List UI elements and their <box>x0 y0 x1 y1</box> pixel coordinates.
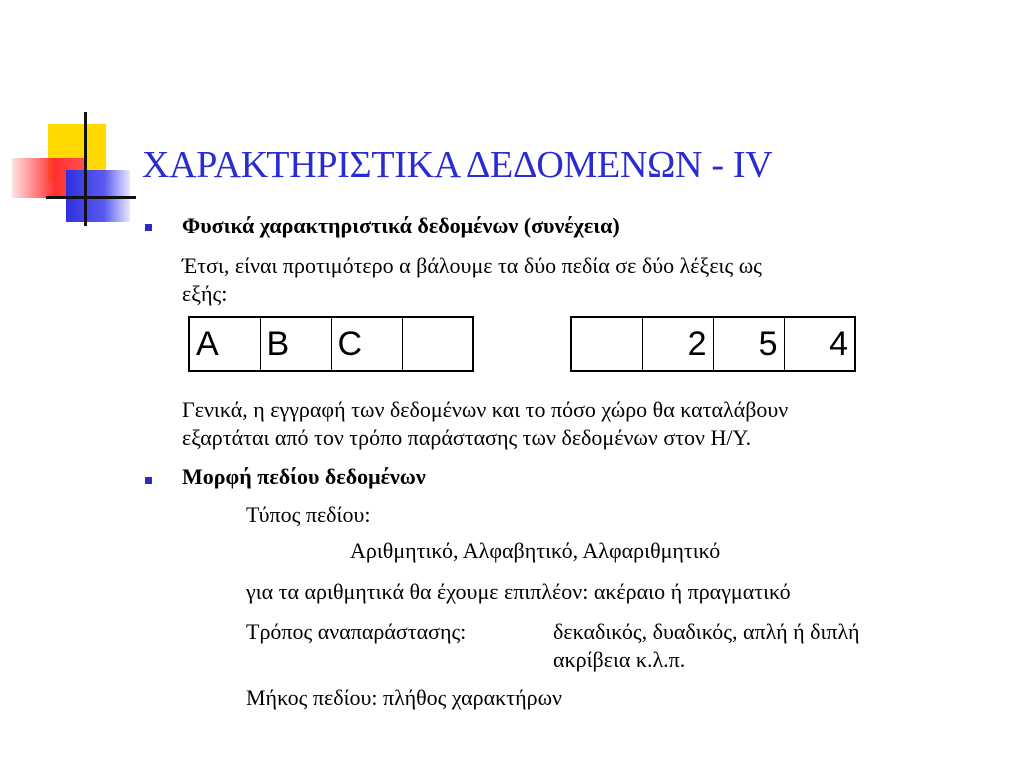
field-cell: 4 <box>784 317 855 371</box>
logo-decoration <box>0 0 140 240</box>
representation-value: δεκαδικός, δυαδικός, απλή ή διπλή <box>553 619 860 644</box>
bullet-marker <box>145 224 152 231</box>
field-types-list: Αριθμητικό, Αλφαβητικό, Αλφαριθμητικό <box>350 538 721 563</box>
slide-title: ΧΑΡΑΚΤΗΡΙΣΤΙΚΑ ΔΕΔΟΜΕΝΩΝ - IV <box>142 144 773 186</box>
logo-vertical-line <box>84 112 87 226</box>
numeric-note: για τα αριθμητικά θα έχουμε επιπλέον: ακέραιο ή πραγματικό <box>246 579 791 604</box>
bullet-marker <box>145 477 152 484</box>
field-cell: C <box>331 317 402 371</box>
field-cell: A <box>189 317 260 371</box>
bullet-heading: Φυσικά χαρακτηριστικά δεδομένων (συνέχεια) <box>182 213 620 238</box>
body-text-line: Γενικά, η εγγραφή των δεδομένων και το πόσο χώρο θα καταλάβουν <box>182 397 789 422</box>
field-cell: B <box>260 317 331 371</box>
logo-horizontal-line <box>46 196 136 199</box>
field-cell <box>402 317 473 371</box>
field-type-label: Τύπος πεδίου: <box>246 502 371 527</box>
bullet-heading: Μορφή πεδίου δεδομένων <box>182 464 426 489</box>
representation-label: Τρόπος αναπαράστασης: <box>246 619 467 644</box>
field-cell: 5 <box>713 317 784 371</box>
field-box-left <box>188 316 474 372</box>
representation-value: ακρίβεια κ.λ.π. <box>553 647 686 672</box>
field-length: Μήκος πεδίου: πλήθος χαρακτήρων <box>246 685 563 710</box>
field-cell <box>571 317 642 371</box>
field-box-right <box>570 316 856 372</box>
body-text-line: εξής: <box>182 281 228 306</box>
field-cell: 2 <box>642 317 713 371</box>
body-text-line: Έτσι, είναι προτιμότερο α βάλουμε τα δύο πεδία σε δύο λέξεις ως <box>182 253 762 278</box>
body-text-line: εξαρτάται από τον τρόπο παράστασης των δεδομένων στον Η/Υ. <box>182 425 752 450</box>
